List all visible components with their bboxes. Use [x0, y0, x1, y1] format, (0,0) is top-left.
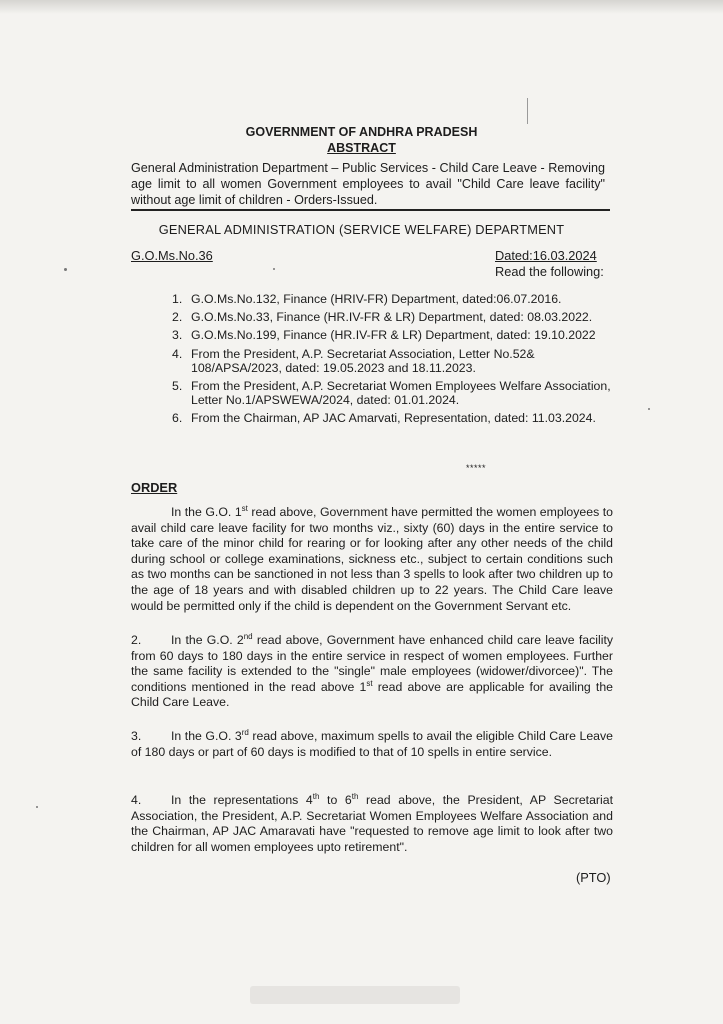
references-list	[172, 292, 612, 430]
order-paragraph-3	[131, 729, 613, 760]
subject-divider	[131, 209, 610, 211]
reference-text: From the Chairman, AP JAC Amarvati, Representation, dated: 11.03.2024.	[191, 411, 596, 426]
scan-speck	[36, 806, 38, 808]
paragraph-text: to 6	[319, 793, 352, 807]
scan-mark	[527, 98, 528, 124]
ordinal-suffix: st	[241, 503, 248, 513]
paragraph-text: In the G.O. 2	[171, 633, 244, 647]
reference-item	[172, 379, 612, 407]
reference-number: 3.	[172, 328, 183, 343]
government-heading: GOVERNMENT OF ANDHRA PRADESH	[245, 125, 478, 139]
reference-text: G.O.Ms.No.33, Finance (HR.IV-FR & LR) Department, dated: 08.03.2022.	[191, 310, 593, 325]
paragraph-text: In the representations 4	[171, 793, 313, 807]
paragraph-text: In the G.O. 1	[171, 505, 242, 519]
ordinal-suffix: nd	[243, 631, 253, 641]
paragraph-text: In the G.O. 3	[171, 729, 242, 743]
ordinal-suffix: th	[351, 791, 359, 801]
scan-speck	[64, 268, 67, 271]
paragraph-text: read above, Government have enhanced child care leave facility from 60 days to 180 days in the entire service in respect of women employees. Further the same facility is extended to the "single" male employees (widower/divorcee)". The conditions mentioned in the read above 1	[131, 633, 614, 694]
reference-number: 4.	[172, 346, 183, 361]
separator-stars: *****	[466, 463, 487, 473]
reference-item	[172, 292, 612, 306]
go-date: Dated:16.03.2024	[495, 248, 597, 263]
scan-shadow-top	[0, 0, 723, 14]
paragraph-text: read above are applicable for availing the Child Care Leave.	[131, 679, 613, 710]
reference-item	[172, 310, 612, 324]
reference-item	[172, 328, 612, 342]
reference-number: 5.	[172, 379, 183, 394]
reference-text: G.O.Ms.No.132, Finance (HRIV-FR) Department, dated:06.07.2016.	[191, 292, 562, 306]
paragraph-text: read above, maximum spells to avail the eligible Child Care Leave of 180 days or part of 60 days is modified to that of 10 spells in entire service.	[131, 729, 613, 759]
paragraph-number: 2.	[131, 633, 142, 647]
ordinal-suffix: th	[312, 791, 320, 801]
reference-text: G.O.Ms.No.199, Finance (HR.IV-FR & LR) Department, dated: 19.10.2022	[191, 328, 596, 343]
reference-text: From the President, A.P. Secretariat Association, Letter No.52& 108/APSA/2023, dated: 19.05.2023 and 18.11.2023.	[191, 346, 535, 375]
abstract-heading	[0, 141, 723, 155]
scan-artifact-bottom	[250, 986, 460, 1004]
abstract-label: ABSTRACT	[327, 141, 396, 155]
paragraph-text: read above, Government have permitted the women employees to avail child care leave facility for two months viz., sixty (60) days in the entire service to take care of the minor child for rearing or for looking after any other needs of the child during school or college examinations, sickness etc., subject to certain conditions such as two months can be sanctioned in not less than 3 spells to look after two children up to the age of 18 years and with disabled children up to 22 years. The Child Care leave would be permitted only if the child is dependent on the Government Servant etc.	[131, 505, 614, 613]
order-heading: ORDER	[131, 480, 178, 495]
paragraph-number: 3.	[131, 729, 142, 743]
go-number: G.O.Ms.No.36	[131, 248, 213, 263]
reference-number: 1.	[172, 292, 183, 306]
scan-speck	[648, 408, 650, 410]
ordinal-suffix: st	[366, 678, 373, 688]
reference-item	[172, 347, 612, 375]
scan-speck	[273, 268, 275, 270]
reference-number: 6.	[172, 411, 183, 426]
page-turn-note: (PTO)	[576, 870, 611, 885]
ordinal-suffix: rd	[241, 727, 249, 737]
order-paragraph-1	[131, 505, 613, 614]
paragraph-number: 4.	[131, 793, 142, 807]
order-paragraph-2	[131, 633, 613, 711]
read-following: Read the following:	[495, 264, 604, 279]
subject-text: General Administration Department – Public Services - Child Care Leave - Removing age limit to all women Government employees to avail "Child Care leave facility" without age limit of children - Orders-Issued.	[131, 161, 605, 207]
order-paragraph-4	[131, 793, 613, 855]
reference-item	[172, 411, 612, 425]
reference-text: From the President, A.P. Secretariat Women Employees Welfare Association, Letter No.1/APSWEWA/2024, dated: 01.01.2024.	[191, 379, 611, 408]
reference-number: 2.	[172, 310, 183, 325]
department-heading: GENERAL ADMINISTRATION (SERVICE WELFARE) DEPARTMENT	[158, 222, 565, 237]
paragraph-text: read above, the President, AP Secretariat Association, the President, A.P. Secretariat Women Employees Welfare Association and the Chairman, AP JAC Amaravati have "requested to remove age limit to look after two children for all women employees upto retirement".	[131, 793, 613, 854]
